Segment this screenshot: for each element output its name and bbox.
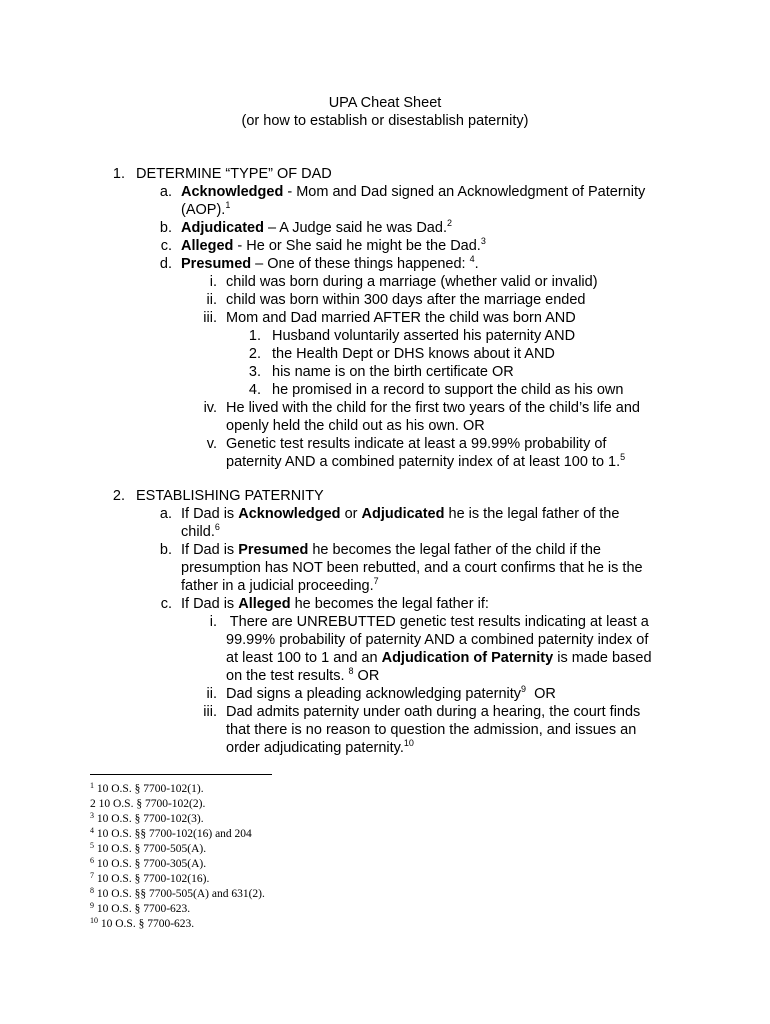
footnote (90, 872, 209, 887)
item-1a-cont: (AOP). (181, 202, 226, 218)
footnote-number: 6 (90, 856, 94, 865)
item-1a-line2 (181, 201, 230, 219)
item-1d-v-line2-text: paternity AND a combined paternity index of at least 100 to 1. (226, 454, 621, 470)
item-2c-i-line4 (226, 667, 379, 685)
item-1d-iv-line2: openly held the child out as his own. OR (226, 418, 485, 434)
item-1d-iii-1-label: 1. (248, 328, 261, 344)
footnote-text: 10 O.S. § 7700-623. (98, 918, 195, 930)
footnote-ref-10: 10 (403, 738, 414, 748)
footnote (90, 902, 190, 917)
footnote-ref-3: 3 (480, 236, 486, 246)
item-1d-iii-1-text: Husband voluntarily asserted his paternity AND (272, 328, 576, 344)
term-presumed-2: Presumed (238, 542, 309, 558)
item-2b-line3-text: father in a judicial proceeding. (181, 578, 374, 594)
item-2c-iii-line3 (226, 739, 414, 757)
item-2a-pre: If Dad is (181, 506, 239, 522)
footnote-text: 10 O.S. § 7700-102(16). (94, 873, 210, 885)
item-2a-cont: child. (181, 524, 215, 540)
item-2b-line3 (181, 577, 379, 595)
term-acknowledged: Acknowledged (181, 184, 284, 200)
footnote-text: 10 O.S. § 7700-102(3). (94, 813, 204, 825)
item-1d-iii-3-label: 3. (248, 364, 261, 380)
item-1d-iii-4-text: he promised in a record to support the child as his own (272, 382, 624, 398)
section-1-heading: DETERMINE “TYPE” OF DAD (136, 166, 332, 182)
item-1d-i-label: i. (209, 274, 217, 290)
footnote-ref-5: 5 (620, 452, 626, 462)
item-2c-i-label: i. (209, 614, 217, 630)
footnote-number: 8 (90, 886, 94, 895)
item-2a-line2 (181, 523, 220, 541)
footnote-number: 5 (90, 841, 94, 850)
footnote (90, 917, 194, 932)
item-1d-ii-label: ii. (206, 292, 217, 308)
term-alleged-2: Alleged (238, 596, 291, 612)
item-2c-ii-line (226, 685, 556, 703)
item-2c-ii-end: OR (526, 686, 556, 702)
item-2c-i-line4-text: on the test results. (226, 668, 349, 684)
item-2c-iii-label: iii. (203, 704, 217, 720)
item-2a-line (181, 505, 619, 523)
footnote-text: 10 O.S. §§ 7700-505(A) and 631(2). (94, 888, 265, 900)
item-2b-post: he becomes the legal father of the child if the (308, 542, 601, 558)
item-1c-line (181, 237, 486, 255)
section-2-heading: ESTABLISHING PATERNITY (136, 488, 324, 504)
item-1d-v-line2 (226, 453, 625, 471)
footnote (90, 827, 252, 842)
item-1d-iii-2-label: 2. (248, 346, 261, 362)
footnote (90, 782, 204, 797)
footnote-number: 9 (90, 901, 94, 910)
footnote-ref-7: 7 (373, 576, 379, 586)
item-2c-line (181, 595, 489, 613)
item-1d-end: . (474, 256, 479, 272)
footnote-text: 10 O.S. § 7700-623. (94, 903, 191, 915)
item-2c-i-line4-end: OR (353, 668, 380, 684)
footnote (90, 797, 205, 812)
footnote-ref-8: 8 (348, 666, 354, 676)
item-2c-i-line3 (226, 649, 652, 667)
item-1d-iv-label: iv. (203, 400, 217, 416)
item-2a-mid: or (340, 506, 362, 522)
item-1d-iv-line1: He lived with the child for the first two years of the child’s life and (226, 400, 640, 416)
item-2c-post: he becomes the legal father if: (290, 596, 489, 612)
item-1d-iii-text: Mom and Dad married AFTER the child was born AND (226, 310, 576, 326)
item-1d-i-text: child was born during a marriage (whether valid or invalid) (226, 274, 598, 290)
item-2c-pre: If Dad is (181, 596, 239, 612)
footnote-text: 10 O.S. §§ 7700-102(16) and 204 (94, 828, 252, 840)
item-1d-line (181, 255, 479, 273)
item-2b-pre: If Dad is (181, 542, 239, 558)
footnote (90, 887, 265, 902)
document-title-block (0, 94, 770, 130)
item-2c-iii-line3-text: order adjudicating paternity. (226, 740, 404, 756)
item-1c-text: - He or She said he might be the Dad. (233, 238, 481, 254)
page-title: UPA Cheat Sheet (328, 95, 442, 111)
footnote-ref-9: 9 (521, 684, 527, 694)
term-adjudicated-2: Adjudicated (361, 506, 445, 522)
item-1d-iii-4-label: 4. (248, 382, 261, 398)
item-1b-line (181, 219, 452, 237)
item-2c-ii-text: Dad signs a pleading acknowledging paternity (226, 686, 522, 702)
footnote (90, 842, 206, 857)
term-adjudication-of-paternity: Adjudication of Paternity (381, 650, 554, 666)
footnote-number: 7 (90, 871, 94, 880)
item-2c-ii-label: ii. (206, 686, 217, 702)
term-acknowledged-2: Acknowledged (238, 506, 341, 522)
item-1d-iii-label: iii. (203, 310, 217, 326)
item-2c-label: c. (160, 596, 172, 612)
item-1d-iii-2-text: the Health Dept or DHS knows about it AND (272, 346, 555, 362)
footnote-text: 10 O.S. § 7700-102(2). (95, 798, 206, 810)
item-2c-iii-line2: that there is no reason to question the admission, and issues an (226, 722, 637, 738)
item-2c-i-line1: There are UNREBUTTED genetic test results indicating at least a (226, 614, 649, 630)
term-alleged: Alleged (181, 238, 234, 254)
section-2-number: 2. (112, 488, 125, 504)
footnote-text: 10 O.S. § 7700-505(A). (94, 843, 207, 855)
item-1b-label: b. (159, 220, 172, 236)
footnote-separator (90, 774, 272, 775)
footnote-ref-6: 6 (214, 522, 220, 532)
item-2c-i-line3-pre: at least 100 to 1 and an (226, 650, 382, 666)
footnote-ref-1: 1 (225, 200, 231, 210)
item-2c-i-line3-post: is made based (553, 650, 652, 666)
item-1d-ii-text: child was born within 300 days after the marriage ended (226, 292, 586, 308)
item-1d-iii-3-text: his name is on the birth certificate OR (272, 364, 514, 380)
footnote-number: 4 (90, 826, 94, 835)
term-presumed: Presumed (181, 256, 252, 272)
footnote (90, 857, 206, 872)
item-1a-text: - Mom and Dad signed an Acknowledgment of Paternity (283, 184, 646, 200)
item-1a-label: a. (159, 184, 172, 200)
footnote-text: 10 O.S. § 7700-305(A). (94, 858, 207, 870)
footnote-ref-2: 2 (446, 218, 452, 228)
item-1a-line (181, 183, 645, 201)
item-1b-text: – A Judge said he was Dad. (263, 220, 447, 236)
item-2a-label: a. (159, 506, 172, 522)
item-1d-v-line1: Genetic test results indicate at least a 99.99% probability of (226, 436, 607, 452)
item-2b-line1 (181, 541, 601, 559)
page-subtitle: (or how to establish or disestablish paternity) (241, 113, 529, 129)
footnote (90, 812, 204, 827)
footnote-number: 2 (90, 798, 96, 810)
item-2b-line2: presumption has NOT been rebutted, and a court confirms that he is the (181, 560, 643, 576)
footnote-text: 10 O.S. § 7700-102(1). (94, 783, 204, 795)
term-adjudicated: Adjudicated (181, 220, 264, 236)
footnote-ref-4: 4 (469, 254, 475, 264)
item-2a-post: he is the legal father of the (444, 506, 620, 522)
item-1d-v-label: v. (206, 436, 217, 452)
footnote-number: 1 (90, 781, 94, 790)
footnote-number: 10 (90, 916, 98, 925)
item-2c-i-line2: 99.99% probability of paternity AND a combined paternity index of (226, 632, 649, 648)
item-1c-label: c. (160, 238, 172, 254)
footnote-number: 3 (90, 811, 94, 820)
item-2c-iii-line1: Dad admits paternity under oath during a hearing, the court finds (226, 704, 641, 720)
section-1-number: 1. (112, 166, 125, 182)
item-2b-label: b. (159, 542, 172, 558)
item-1d-label: d. (159, 256, 172, 272)
item-1d-text: – One of these things happened: (251, 256, 470, 272)
